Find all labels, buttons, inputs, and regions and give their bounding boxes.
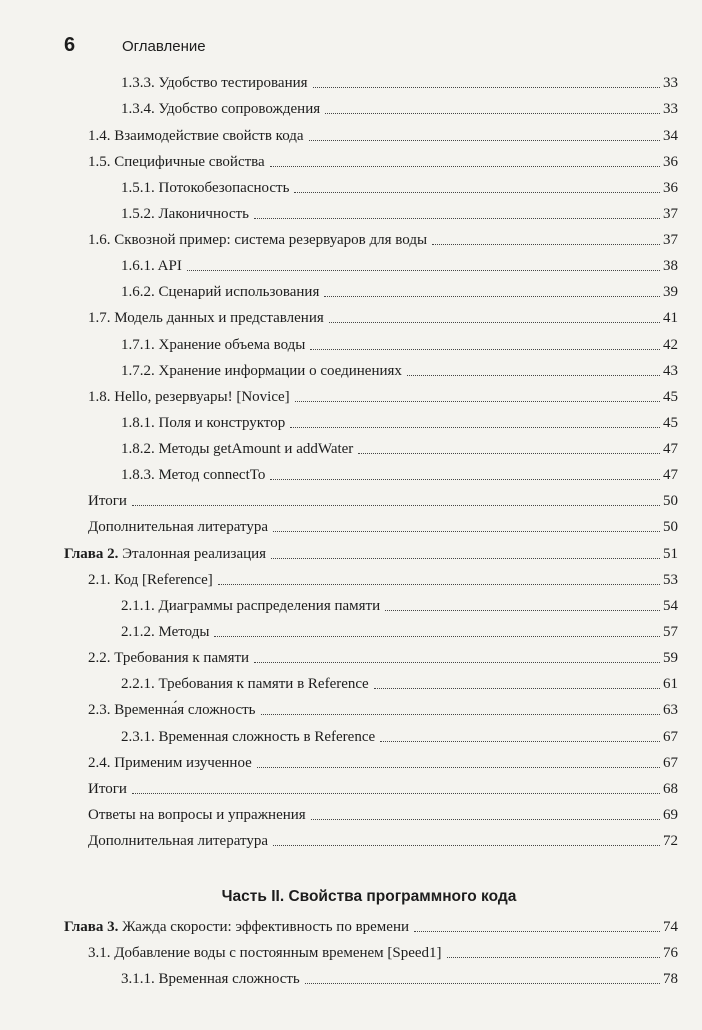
dot-leader bbox=[218, 584, 660, 585]
toc-entry-title bbox=[121, 414, 287, 432]
toc-entry-text: 1.8.1. Поля и конструктор bbox=[121, 415, 286, 431]
toc-entry-title bbox=[121, 283, 321, 301]
toc-page-number: 33 bbox=[663, 101, 678, 117]
toc-entry bbox=[121, 197, 678, 223]
dot-leader bbox=[385, 610, 660, 611]
dot-leader bbox=[270, 166, 660, 167]
toc-entry bbox=[121, 92, 678, 118]
toc-entry bbox=[88, 301, 678, 327]
toc-chapter-prefix: Глава 3. bbox=[64, 919, 119, 935]
toc-entry-text: 3.1. Добавление воды с постоянным временем [Speed1] bbox=[88, 945, 442, 961]
toc-entry-title bbox=[121, 675, 371, 693]
dot-leader bbox=[214, 636, 660, 637]
toc-entry-title bbox=[88, 492, 129, 510]
toc-entry bbox=[88, 563, 678, 589]
dot-leader bbox=[271, 558, 660, 559]
toc-entry bbox=[121, 962, 678, 988]
toc-entry-title bbox=[121, 970, 302, 988]
toc-entry bbox=[121, 354, 678, 380]
toc-page-number: 43 bbox=[663, 363, 678, 379]
toc-entry bbox=[88, 693, 678, 719]
toc-entry-text: 1.8. Hello, резервуары! [Novice] bbox=[88, 389, 290, 405]
toc-entry-text: 2.1.1. Диаграммы распределения памяти bbox=[121, 598, 381, 614]
toc-page-number: 39 bbox=[663, 284, 678, 300]
toc-entry bbox=[88, 484, 678, 510]
toc-page-number: 33 bbox=[663, 75, 678, 91]
toc-entry-text: 1.5.2. Лаконичность bbox=[121, 206, 249, 222]
dot-leader bbox=[295, 401, 660, 402]
toc-entry bbox=[64, 537, 678, 563]
toc-entry bbox=[88, 772, 678, 798]
dot-leader bbox=[261, 714, 660, 715]
toc-page-number: 72 bbox=[663, 833, 678, 849]
toc-entry-title bbox=[88, 701, 258, 719]
toc-entry-text: 2.1.2. Методы bbox=[121, 624, 210, 640]
dot-leader bbox=[273, 531, 660, 532]
toc-entry-title bbox=[88, 127, 306, 145]
toc-entry-text: 1.4. Взаимодействие свойств кода bbox=[88, 128, 304, 144]
toc-page-number: 45 bbox=[663, 389, 678, 405]
toc-entry-text: 1.3.4. Удобство сопровождения bbox=[121, 101, 321, 117]
dot-leader bbox=[447, 957, 660, 958]
toc-entry-text: 1.6. Сквозной пример: система резервуаров для воды bbox=[88, 232, 428, 248]
dot-leader bbox=[310, 349, 660, 350]
dot-leader bbox=[305, 983, 660, 984]
toc-entry bbox=[88, 380, 678, 406]
toc-page-number: 74 bbox=[663, 919, 678, 935]
toc-page-number: 67 bbox=[663, 755, 678, 771]
toc-entry-title bbox=[121, 362, 404, 380]
dot-leader bbox=[374, 688, 660, 689]
toc-entry-title bbox=[64, 545, 268, 563]
toc-entry-text: 1.6.2. Сценарий использования bbox=[121, 284, 320, 300]
dot-leader bbox=[358, 453, 660, 454]
toc-page-number: 59 bbox=[663, 650, 678, 666]
toc-page-number: 41 bbox=[663, 310, 678, 326]
toc-entry-text: 2.3.1. Временная сложность в Reference bbox=[121, 729, 376, 745]
toc-entry-title bbox=[121, 336, 307, 354]
toc-entry-text: Итоги bbox=[88, 781, 127, 797]
toc-entry bbox=[88, 824, 678, 850]
toc-entry-text: 3.1.1. Временная сложность bbox=[121, 971, 300, 987]
dot-leader bbox=[311, 819, 660, 820]
toc-page-number: 34 bbox=[663, 128, 678, 144]
toc-page-number: 36 bbox=[663, 180, 678, 196]
toc-page-number: 37 bbox=[663, 232, 678, 248]
part-heading bbox=[0, 888, 702, 906]
toc-entry-title bbox=[88, 309, 326, 327]
toc-entry bbox=[88, 798, 678, 824]
toc-page-number: 42 bbox=[663, 337, 678, 353]
dot-leader bbox=[270, 479, 660, 480]
toc-entry-text: Эталонная реализация bbox=[118, 546, 267, 562]
toc-entry-text: 1.5. Специфичные свойства bbox=[88, 154, 265, 170]
toc-entry-title bbox=[88, 649, 251, 667]
toc-page-number: 47 bbox=[663, 441, 678, 457]
toc-entry-title bbox=[121, 597, 382, 615]
toc-entry-title bbox=[121, 466, 267, 484]
dot-leader bbox=[313, 87, 660, 88]
toc-entry-title bbox=[88, 754, 254, 772]
toc-page-number: 51 bbox=[663, 546, 678, 562]
toc-page-number: 63 bbox=[663, 702, 678, 718]
dot-leader bbox=[257, 767, 660, 768]
toc-page-number: 36 bbox=[663, 154, 678, 170]
toc-entry-text: 2.2. Требования к памяти bbox=[88, 650, 250, 666]
toc-entry bbox=[121, 589, 678, 615]
toc-page-number: 68 bbox=[663, 781, 678, 797]
toc-entry-text: 2.4. Применим изученное bbox=[88, 755, 252, 771]
dot-leader bbox=[325, 113, 660, 114]
toc-entry bbox=[121, 615, 678, 641]
dot-leader bbox=[290, 427, 660, 428]
toc-entry-text: 1.8.2. Методы getAmount и addWater bbox=[121, 441, 354, 457]
toc-entry-title bbox=[88, 231, 429, 249]
toc-entry-title bbox=[121, 728, 377, 746]
dot-leader bbox=[329, 322, 660, 323]
toc-entry-text: 1.3.3. Удобство тестирования bbox=[121, 75, 308, 91]
toc-page-number: 45 bbox=[663, 415, 678, 431]
toc-entry-text: 1.5.1. Потокобезопасность bbox=[121, 180, 290, 196]
toc-page-number: 38 bbox=[663, 258, 678, 274]
toc-entry bbox=[88, 145, 678, 171]
toc-entry bbox=[121, 328, 678, 354]
toc-entry-title bbox=[121, 100, 322, 118]
dot-leader bbox=[309, 140, 660, 141]
dot-leader bbox=[324, 296, 660, 297]
toc-entry-text: 2.1. Код [Reference] bbox=[88, 572, 213, 588]
toc-entry-title bbox=[121, 623, 211, 641]
toc-entry-title bbox=[88, 518, 270, 536]
toc-entry-title bbox=[121, 257, 184, 275]
toc-entry-title bbox=[88, 571, 215, 589]
toc-entry-text: 2.2.1. Требования к памяти в Reference bbox=[121, 676, 369, 692]
toc-entry-text: Ответы на вопросы и упражнения bbox=[88, 807, 306, 823]
toc-entry bbox=[121, 66, 678, 92]
toc-entry-text: Итоги bbox=[88, 493, 127, 509]
toc-entry bbox=[121, 720, 678, 746]
toc-page-number: 67 bbox=[663, 729, 678, 745]
toc-entry bbox=[121, 432, 678, 458]
page-header bbox=[64, 34, 206, 58]
toc-entry bbox=[88, 641, 678, 667]
dot-leader bbox=[273, 845, 660, 846]
toc-entry-text: Дополнительная литература bbox=[88, 833, 268, 849]
toc-entry-title bbox=[64, 918, 411, 936]
toc-entry-title bbox=[88, 780, 129, 798]
toc-entry bbox=[121, 667, 678, 693]
toc-entry-text: 2.3. Временна́я сложность bbox=[88, 702, 256, 718]
toc-page-number: 76 bbox=[663, 945, 678, 961]
dot-leader bbox=[380, 741, 660, 742]
toc-entry bbox=[64, 910, 678, 936]
toc-page-number: 53 bbox=[663, 572, 678, 588]
dot-leader bbox=[254, 662, 660, 663]
toc-page-number: 54 bbox=[663, 598, 678, 614]
toc-entry-text: 1.7.1. Хранение объема воды bbox=[121, 337, 306, 353]
toc-entry-title bbox=[88, 806, 308, 824]
toc-entry-title bbox=[121, 179, 291, 197]
toc-page-number: 50 bbox=[663, 519, 678, 535]
toc-entry bbox=[88, 936, 678, 962]
dot-leader bbox=[254, 218, 660, 219]
toc-entry bbox=[121, 171, 678, 197]
toc-page-number: 37 bbox=[663, 206, 678, 222]
toc-entry-title bbox=[88, 832, 270, 850]
toc-page-number: 61 bbox=[663, 676, 678, 692]
toc-entry-text: 1.7. Модель данных и представления bbox=[88, 310, 324, 326]
toc-entry bbox=[88, 223, 678, 249]
toc-page-number: 50 bbox=[663, 493, 678, 509]
toc-entry bbox=[121, 249, 678, 275]
dot-leader bbox=[407, 375, 660, 376]
dot-leader bbox=[132, 793, 660, 794]
toc-entry-text: 1.8.3. Метод connectTo bbox=[121, 467, 266, 483]
toc-entry-title bbox=[121, 440, 355, 458]
toc-entry-title bbox=[121, 74, 310, 92]
page-title: Оглавление bbox=[122, 38, 206, 55]
toc-entry bbox=[121, 275, 678, 301]
dot-leader bbox=[132, 505, 660, 506]
toc-page-number: 78 bbox=[663, 971, 678, 987]
toc-entry-title bbox=[121, 205, 251, 223]
toc-entry bbox=[121, 406, 678, 432]
toc-entry-text: Дополнительная литература bbox=[88, 519, 268, 535]
toc-page-number: 47 bbox=[663, 467, 678, 483]
dot-leader bbox=[432, 244, 660, 245]
dot-leader bbox=[294, 192, 660, 193]
toc-entry bbox=[88, 746, 678, 772]
toc-entry-title bbox=[88, 153, 267, 171]
toc-entry-text: 1.6.1. API bbox=[121, 258, 182, 274]
toc-entry-text: 1.7.2. Хранение информации о соединениях bbox=[121, 363, 402, 379]
part-heading-label: Часть II. Свойства программного кода bbox=[221, 888, 517, 905]
dot-leader bbox=[187, 270, 660, 271]
page-number: 6 bbox=[64, 34, 76, 56]
toc-entry bbox=[88, 119, 678, 145]
dot-leader bbox=[414, 931, 660, 932]
toc-page-number: 69 bbox=[663, 807, 678, 823]
toc-chapter-prefix: Глава 2. bbox=[64, 546, 119, 562]
toc-entry-text: Жажда скорости: эффективность по времени bbox=[118, 919, 410, 935]
toc-entry bbox=[121, 458, 678, 484]
toc-entry-title bbox=[88, 388, 292, 406]
toc-page-number: 57 bbox=[663, 624, 678, 640]
toc-entry bbox=[88, 510, 678, 536]
toc-entry-title bbox=[88, 944, 444, 962]
